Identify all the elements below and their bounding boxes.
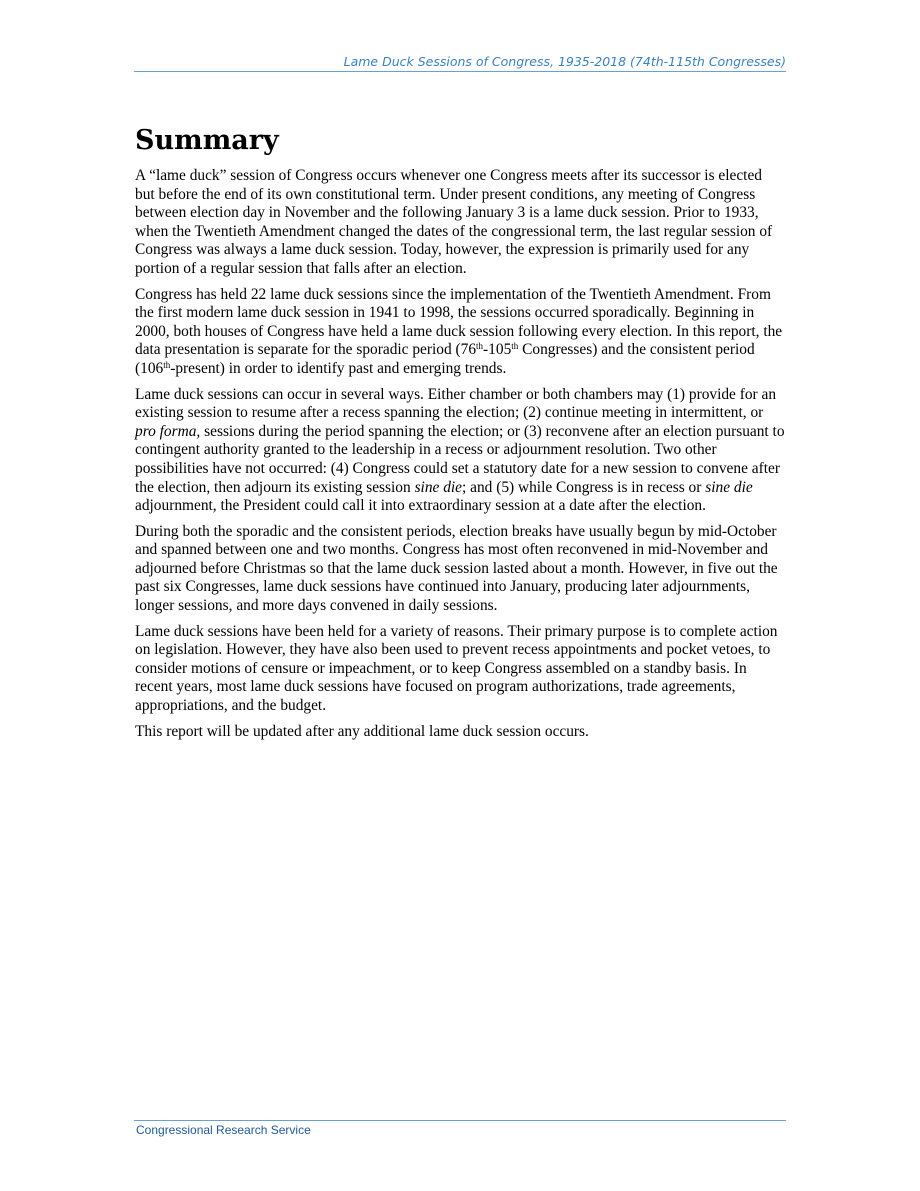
italic-term-pro-forma: pro forma, [135,422,201,440]
ordinal-suffix: th [511,341,519,352]
paragraph-methods [135,386,785,516]
italic-term-sine-die: sine die [414,478,463,496]
ordinal-suffix: th [163,359,171,370]
italic-term-sine-die: sine die [705,478,753,496]
paragraph-methods-part-b: sessions during the period spanning the election; or (3) reconvene after an election pursuant to contingent authority granted to the leadership in a recess or adjournment resolution. Two other possibilities have not occurred: (4) Congress could set a statutory date for a new session to convene after the election, then adjourn its existing session [135,422,785,496]
paragraph-update-note: This report will be updated after any additional lame duck session occurs. [135,722,589,740]
paragraph-methods-part-a: Lame duck sessions can occur in several ways. Either chamber or both chambers may (1) provide for an existing session to resume after a recess spanning the election; (2) continue meeting in intermittent, or [135,385,777,422]
paragraph-definition: A “lame duck” session of Congress occurs whenever one Congress meets after its successor is elected but before the end of its own constitutional term. Under present conditions, any meeting of Congress between election day in November and the following January 3 is a lame duck session. Prior to 1933, when the Twentieth Amendment changed the dates of the congressional term, the last regular session of Congress was always a lame duck session. Today, however, the expression is primarily used for any portion of a regular session that falls after an election. [135,167,773,277]
summary-heading: Summary [135,125,279,156]
paragraph-history [135,286,785,379]
paragraph-history-part-b: -105 [483,341,512,359]
ordinal-suffix: th [476,341,484,352]
paragraph-history-part-c: Congresses) and the consistent period (106 [135,341,755,377]
paragraph-methods-part-d: adjournment, the President could call it into extraordinary session at a date after the election. [135,497,706,515]
summary-body [135,167,785,748]
paragraph-methods-part-c: ; and (5) while Congress is in recess or [462,478,706,496]
paragraph-history-part-a: Congress has held 22 lame duck sessions since the implementation of the Twentieth Amendment. From the first modern lame duck session in 1941 to 1998, the sessions occurred sporadically. Beginning in 2000, both houses of Congress have held a lame duck session following every election. In this report, the data presentation is separate for the sporadic period (76 [135,285,783,359]
footer-divider [134,1120,786,1121]
paragraph-history-part-d: -present) in order to identify past and emerging trends. [170,359,507,377]
footer-publisher: Congressional Research Service [136,1123,311,1137]
paragraph-timing: During both the sporadic and the consistent periods, election breaks have usually begun by mid-October and spanned between one and two months. Congress has most often reconvened in mid-November and adjourned before Christmas so that the lame duck session lasted about a month. However, in five out the past six Congresses, lame duck sessions have continued into January, producing later adjournments, longer sessions, and more days convened in daily sessions. [135,522,778,615]
paragraph-purposes: Lame duck sessions have been held for a variety of reasons. Their primary purpose is to complete action on legislation. However, they have also been used to prevent recess appointments and pocket vetoes, to consider motions of censure or impeachment, or to keep Congress assembled on a standby basis. In recent years, most lame duck sessions have focused on program authorizations, trade agreements, appropriations, and the budget. [135,622,778,715]
running-header-title: Lame Duck Sessions of Congress, 1935-2018 (74th-115th Congresses) [134,54,786,72]
